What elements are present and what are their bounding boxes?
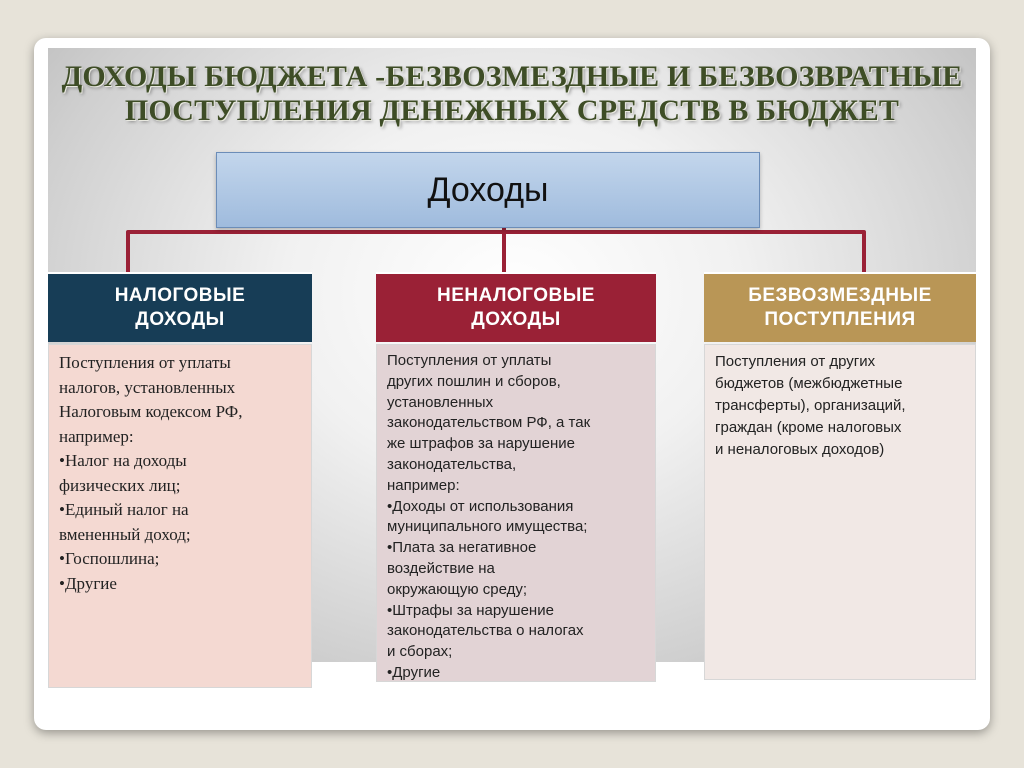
description-line: же штрафов за нарушение — [387, 435, 576, 453]
description-line: Поступления от других — [715, 353, 876, 370]
description-line: •Единый налог на — [59, 500, 189, 519]
description-line: других пошлин и сборов, — [387, 372, 561, 390]
nontax-income-description — [376, 344, 656, 682]
nontax-income-header-line-2: ДОХОДЫ — [471, 309, 561, 330]
description-line: •Штрафы за нарушение — [387, 601, 554, 619]
description-line: и сборах; — [387, 643, 453, 661]
description-line: Поступления от уплаты — [387, 352, 552, 369]
description-line: воздействие на — [387, 559, 495, 577]
description-line: Поступления от уплаты — [59, 353, 231, 372]
description-line: •Другие — [387, 663, 441, 681]
description-line: вмененный доход; — [59, 524, 191, 544]
root-income-box — [216, 152, 760, 228]
gratuitous-receipts-header-line-2: ПОСТУПЛЕНИЯ — [764, 309, 916, 330]
root-income-label: Доходы — [427, 170, 549, 209]
description-line: Налоговым кодексом РФ, — [59, 402, 243, 421]
description-line: например: — [59, 426, 134, 446]
description-line: например: — [387, 476, 460, 494]
gratuitous-receipts-header — [704, 272, 976, 342]
slide-title-line-1: ДОХОДЫ БЮДЖЕТА -БЕЗВОЗМЕЗДНЫЕ И БЕЗВОЗВРАТНЫЕ — [61, 60, 963, 93]
slide-title — [60, 60, 964, 128]
nontax-income-header — [376, 272, 656, 342]
tax-income-header-line-2: ДОХОДЫ — [135, 309, 225, 330]
description-line: бюджетов (межбюджетные — [715, 375, 903, 392]
tax-income-description — [48, 344, 312, 688]
description-line: •Доходы от использования — [387, 497, 574, 515]
description-line: •Госпошлина; — [59, 549, 160, 568]
description-line: законодательства о налогах — [387, 622, 584, 640]
description-line: физических лиц; — [59, 475, 181, 495]
description-line: •Другие — [59, 573, 117, 593]
description-line: граждан (кроме налоговых — [715, 419, 902, 436]
nontax-income-header-line-1: НЕНАЛОГОВЫЕ — [437, 285, 595, 306]
description-line: налогов, установленных — [59, 377, 236, 397]
gratuitous-receipts-description — [704, 344, 976, 680]
description-line: •Налог на доходы — [59, 451, 187, 470]
gratuitous-receipts-header-line-1: БЕЗВОЗМЕЗДНЫЕ — [748, 285, 932, 306]
description-line: •Плата за негативное — [387, 539, 537, 557]
tax-income-header — [48, 272, 312, 342]
description-line: окружающую среду; — [387, 580, 528, 598]
slide-title-line-2: ПОСТУПЛЕНИЯ ДЕНЕЖНЫХ СРЕДСТВ В БЮДЖЕТ — [124, 94, 900, 127]
description-line: муниципального имущества; — [387, 518, 588, 536]
description-line: законодательством РФ, а так — [387, 414, 591, 432]
description-line: трансферты), организаций, — [715, 397, 906, 414]
tax-income-header-line-1: НАЛОГОВЫЕ — [114, 285, 246, 306]
description-line: установленных — [387, 393, 494, 411]
description-line: законодательства, — [387, 455, 517, 473]
description-line: и неналоговых доходов) — [715, 441, 885, 458]
